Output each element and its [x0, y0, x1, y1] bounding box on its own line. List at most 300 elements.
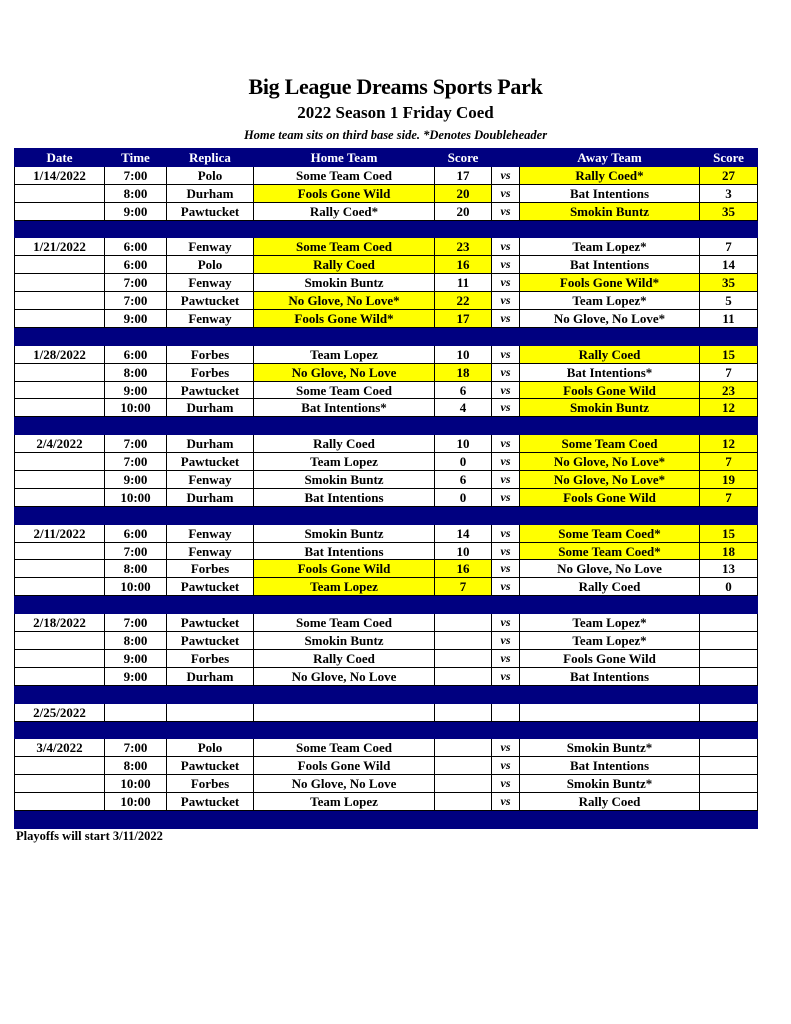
game-date [15, 310, 105, 328]
away-score: 12 [700, 399, 758, 417]
game-time: 10:00 [105, 578, 167, 596]
vs-label: vs [492, 166, 520, 184]
game-date [15, 184, 105, 202]
game-date [15, 775, 105, 793]
separator-cell [167, 596, 254, 614]
header-home-score: Score [435, 149, 492, 167]
home-score: 23 [435, 238, 492, 256]
away-team: Team Lopez* [520, 614, 700, 632]
vs-label: vs [492, 274, 520, 292]
vs-label: vs [492, 578, 520, 596]
away-score: 12 [700, 435, 758, 453]
game-row [15, 578, 758, 596]
separator-cell [105, 810, 167, 828]
game-time: 6:00 [105, 345, 167, 363]
vs-label: vs [492, 757, 520, 775]
game-replica-field: Pawtucket [167, 381, 254, 399]
separator-cell [700, 417, 758, 435]
header-vs [492, 149, 520, 167]
separator-cell [254, 220, 435, 238]
game-row [15, 453, 758, 471]
game-row [15, 399, 758, 417]
separator-cell [700, 596, 758, 614]
game-date [15, 381, 105, 399]
game-date [15, 453, 105, 471]
home-score: 22 [435, 292, 492, 310]
away-team: Team Lopez* [520, 632, 700, 650]
away-team: Rally Coed [520, 345, 700, 363]
separator-cell [492, 506, 520, 524]
game-replica-field: Pawtucket [167, 793, 254, 811]
game-time: 8:00 [105, 757, 167, 775]
separator-cell [492, 327, 520, 345]
game-date [15, 256, 105, 274]
separator-row [15, 417, 758, 435]
away-score [700, 757, 758, 775]
game-date: 1/14/2022 [15, 166, 105, 184]
home-team: Some Team Coed [254, 739, 435, 757]
home-team: Some Team Coed [254, 166, 435, 184]
game-time: 9:00 [105, 381, 167, 399]
game-date [15, 649, 105, 667]
home-team: Bat Intentions* [254, 399, 435, 417]
vs-label: vs [492, 632, 520, 650]
home-score [435, 757, 492, 775]
separator-row [15, 721, 758, 739]
separator-cell [520, 685, 700, 703]
home-score: 10 [435, 542, 492, 560]
away-team: Bat Intentions [520, 256, 700, 274]
separator-row [15, 220, 758, 238]
home-score: 6 [435, 471, 492, 489]
separator-cell [15, 506, 105, 524]
game-time: 10:00 [105, 793, 167, 811]
game-row [15, 739, 758, 757]
home-team: No Glove, No Love* [254, 292, 435, 310]
game-replica-field: Durham [167, 399, 254, 417]
vs-label: vs [492, 256, 520, 274]
home-team: Smokin Buntz [254, 471, 435, 489]
vs-label: vs [492, 775, 520, 793]
separator-cell [700, 810, 758, 828]
separator-cell [15, 220, 105, 238]
home-team: Fools Gone Wild [254, 184, 435, 202]
separator-cell [254, 417, 435, 435]
vs-label: vs [492, 363, 520, 381]
separator-cell [167, 220, 254, 238]
home-team: Rally Coed [254, 649, 435, 667]
away-score: 7 [700, 488, 758, 506]
game-row [15, 363, 758, 381]
away-team: Fools Gone Wild* [520, 274, 700, 292]
separator-cell [520, 220, 700, 238]
home-team: Smokin Buntz [254, 274, 435, 292]
game-row [15, 649, 758, 667]
away-team: Bat Intentions [520, 184, 700, 202]
away-score [700, 793, 758, 811]
separator-cell [492, 596, 520, 614]
game-date [15, 793, 105, 811]
game-date [15, 274, 105, 292]
game-date [15, 488, 105, 506]
separator-cell [254, 685, 435, 703]
game-date [15, 757, 105, 775]
away-score: 11 [700, 310, 758, 328]
game-date [15, 560, 105, 578]
home-team: Some Team Coed [254, 381, 435, 399]
away-team: Rally Coed* [520, 166, 700, 184]
game-replica-field: Fenway [167, 471, 254, 489]
game-time: 7:00 [105, 435, 167, 453]
game-time: 9:00 [105, 471, 167, 489]
game-time: 10:00 [105, 775, 167, 793]
game-date [15, 667, 105, 685]
home-team: Smokin Buntz [254, 632, 435, 650]
game-replica-field: Pawtucket [167, 757, 254, 775]
header-time: Time [105, 149, 167, 167]
home-score: 16 [435, 560, 492, 578]
away-team: Bat Intentions [520, 757, 700, 775]
vs-label [492, 703, 520, 721]
separator-cell [435, 506, 492, 524]
game-date: 2/4/2022 [15, 435, 105, 453]
home-score: 14 [435, 524, 492, 542]
away-team: Bat Intentions* [520, 363, 700, 381]
game-time: 7:00 [105, 274, 167, 292]
home-team: Fools Gone Wild [254, 560, 435, 578]
separator-cell [15, 417, 105, 435]
separator-cell [520, 506, 700, 524]
away-team: Rally Coed [520, 578, 700, 596]
separator-cell [700, 721, 758, 739]
game-replica-field: Durham [167, 184, 254, 202]
game-row [15, 793, 758, 811]
game-row [15, 775, 758, 793]
game-replica-field: Pawtucket [167, 202, 254, 220]
home-score: 4 [435, 399, 492, 417]
vs-label: vs [492, 453, 520, 471]
game-row [15, 488, 758, 506]
vs-label: vs [492, 202, 520, 220]
away-score [700, 649, 758, 667]
separator-cell [105, 685, 167, 703]
home-team: Bat Intentions [254, 488, 435, 506]
home-team: Some Team Coed [254, 614, 435, 632]
table-header-row [15, 149, 758, 167]
game-date [15, 202, 105, 220]
separator-cell [254, 327, 435, 345]
game-replica-field: Forbes [167, 363, 254, 381]
away-team: Fools Gone Wild [520, 488, 700, 506]
schedule-table [14, 148, 758, 829]
game-date [15, 578, 105, 596]
away-score: 27 [700, 166, 758, 184]
game-time: 10:00 [105, 399, 167, 417]
away-team: Smokin Buntz [520, 202, 700, 220]
home-score [435, 667, 492, 685]
separator-cell [700, 685, 758, 703]
separator-cell [254, 721, 435, 739]
game-time: 8:00 [105, 184, 167, 202]
home-team: Rally Coed [254, 256, 435, 274]
home-score: 18 [435, 363, 492, 381]
separator-row [15, 327, 758, 345]
header-date: Date [15, 149, 105, 167]
separator-cell [520, 596, 700, 614]
separator-row [15, 506, 758, 524]
separator-cell [167, 327, 254, 345]
separator-cell [700, 327, 758, 345]
game-time: 7:00 [105, 292, 167, 310]
away-score: 13 [700, 560, 758, 578]
header-away-score: Score [700, 149, 758, 167]
game-replica-field: Forbes [167, 649, 254, 667]
away-score: 23 [700, 381, 758, 399]
away-team: No Glove, No Love* [520, 471, 700, 489]
home-score [435, 632, 492, 650]
home-team: Team Lopez [254, 345, 435, 363]
game-date [15, 471, 105, 489]
home-score [435, 739, 492, 757]
header-home-team: Home Team [254, 149, 435, 167]
away-score: 15 [700, 345, 758, 363]
away-score [700, 775, 758, 793]
away-team: Fools Gone Wild [520, 381, 700, 399]
away-score [700, 703, 758, 721]
separator-cell [167, 685, 254, 703]
separator-cell [105, 506, 167, 524]
separator-cell [700, 506, 758, 524]
vs-label: vs [492, 238, 520, 256]
away-score: 19 [700, 471, 758, 489]
game-date: 2/25/2022 [15, 703, 105, 721]
game-replica-field [167, 703, 254, 721]
game-date: 1/21/2022 [15, 238, 105, 256]
game-replica-field: Fenway [167, 524, 254, 542]
game-date [15, 363, 105, 381]
away-team: Some Team Coed* [520, 542, 700, 560]
separator-cell [105, 596, 167, 614]
separator-cell [520, 721, 700, 739]
game-row [15, 632, 758, 650]
game-time: 10:00 [105, 488, 167, 506]
separator-cell [167, 810, 254, 828]
home-team: Team Lopez [254, 453, 435, 471]
game-row [15, 560, 758, 578]
game-time: 6:00 [105, 524, 167, 542]
home-team: Some Team Coed [254, 238, 435, 256]
home-score: 0 [435, 488, 492, 506]
separator-cell [167, 721, 254, 739]
vs-label: vs [492, 345, 520, 363]
away-team: Team Lopez* [520, 238, 700, 256]
separator-row [15, 685, 758, 703]
game-date [15, 292, 105, 310]
game-row [15, 703, 758, 721]
game-replica-field: Pawtucket [167, 578, 254, 596]
away-score: 7 [700, 238, 758, 256]
away-team: Fools Gone Wild [520, 649, 700, 667]
game-time: 6:00 [105, 238, 167, 256]
away-team: Smokin Buntz* [520, 775, 700, 793]
game-date [15, 399, 105, 417]
home-score: 17 [435, 166, 492, 184]
home-team: No Glove, No Love [254, 363, 435, 381]
game-row [15, 435, 758, 453]
vs-label: vs [492, 560, 520, 578]
game-row [15, 542, 758, 560]
game-row [15, 471, 758, 489]
game-row [15, 274, 758, 292]
away-score: 14 [700, 256, 758, 274]
separator-cell [254, 596, 435, 614]
game-row [15, 238, 758, 256]
home-team [254, 703, 435, 721]
game-time: 6:00 [105, 256, 167, 274]
home-team: Fools Gone Wild* [254, 310, 435, 328]
vs-label: vs [492, 292, 520, 310]
vs-label: vs [492, 381, 520, 399]
away-score: 15 [700, 524, 758, 542]
game-replica-field: Fenway [167, 274, 254, 292]
game-time: 7:00 [105, 453, 167, 471]
home-team: Team Lopez [254, 578, 435, 596]
separator-row [15, 810, 758, 828]
home-team: No Glove, No Love [254, 775, 435, 793]
game-date: 1/28/2022 [15, 345, 105, 363]
game-row [15, 524, 758, 542]
playoffs-note: Playoffs will start 3/11/2022 [16, 829, 163, 843]
away-team: No Glove, No Love* [520, 453, 700, 471]
away-team: Bat Intentions [520, 667, 700, 685]
vs-label: vs [492, 649, 520, 667]
away-score [700, 614, 758, 632]
away-team: Smokin Buntz [520, 399, 700, 417]
game-row [15, 310, 758, 328]
game-row [15, 202, 758, 220]
vs-label: vs [492, 739, 520, 757]
game-time: 9:00 [105, 667, 167, 685]
away-score: 3 [700, 184, 758, 202]
game-replica-field: Forbes [167, 775, 254, 793]
home-score: 11 [435, 274, 492, 292]
game-replica-field: Fenway [167, 310, 254, 328]
vs-label: vs [492, 793, 520, 811]
game-time: 8:00 [105, 632, 167, 650]
vs-label: vs [492, 310, 520, 328]
home-team: Rally Coed* [254, 202, 435, 220]
game-row [15, 292, 758, 310]
game-time: 9:00 [105, 649, 167, 667]
game-row [15, 757, 758, 775]
home-score [435, 649, 492, 667]
game-time: 7:00 [105, 739, 167, 757]
vs-label: vs [492, 471, 520, 489]
separator-cell [254, 506, 435, 524]
game-time: 8:00 [105, 363, 167, 381]
separator-cell [700, 220, 758, 238]
schedule-body [15, 166, 758, 828]
vs-label: vs [492, 488, 520, 506]
game-replica-field: Polo [167, 739, 254, 757]
home-score [435, 703, 492, 721]
separator-cell [435, 220, 492, 238]
game-replica-field: Durham [167, 667, 254, 685]
home-score: 20 [435, 202, 492, 220]
separator-cell [15, 810, 105, 828]
game-replica-field: Pawtucket [167, 453, 254, 471]
away-team: Rally Coed [520, 793, 700, 811]
home-score: 10 [435, 345, 492, 363]
vs-label: vs [492, 614, 520, 632]
separator-cell [492, 810, 520, 828]
game-replica-field: Polo [167, 256, 254, 274]
home-team: Smokin Buntz [254, 524, 435, 542]
separator-cell [435, 810, 492, 828]
game-date [15, 542, 105, 560]
game-date: 2/11/2022 [15, 524, 105, 542]
separator-cell [435, 596, 492, 614]
vs-label: vs [492, 667, 520, 685]
separator-cell [520, 810, 700, 828]
game-time: 7:00 [105, 166, 167, 184]
separator-cell [15, 685, 105, 703]
game-row [15, 614, 758, 632]
separator-row [15, 596, 758, 614]
game-time [105, 703, 167, 721]
game-date [15, 632, 105, 650]
separator-cell [15, 596, 105, 614]
home-score: 6 [435, 381, 492, 399]
home-score [435, 775, 492, 793]
home-score: 7 [435, 578, 492, 596]
game-replica-field: Forbes [167, 345, 254, 363]
game-row [15, 667, 758, 685]
home-team: Rally Coed [254, 435, 435, 453]
game-replica-field: Pawtucket [167, 632, 254, 650]
game-row [15, 345, 758, 363]
away-score: 7 [700, 363, 758, 381]
vs-label: vs [492, 399, 520, 417]
away-score [700, 667, 758, 685]
home-team: No Glove, No Love [254, 667, 435, 685]
game-date: 2/18/2022 [15, 614, 105, 632]
home-score: 16 [435, 256, 492, 274]
vs-label: vs [492, 542, 520, 560]
separator-cell [492, 417, 520, 435]
game-replica-field: Fenway [167, 542, 254, 560]
home-team: Team Lopez [254, 793, 435, 811]
separator-cell [15, 327, 105, 345]
game-row [15, 381, 758, 399]
page-title: Big League Dreams Sports Park [248, 74, 543, 99]
header-away-team: Away Team [520, 149, 700, 167]
away-score [700, 739, 758, 757]
separator-cell [435, 721, 492, 739]
home-score: 10 [435, 435, 492, 453]
game-replica-field: Forbes [167, 560, 254, 578]
away-score: 0 [700, 578, 758, 596]
separator-cell [105, 220, 167, 238]
separator-cell [105, 327, 167, 345]
separator-cell [15, 721, 105, 739]
game-time: 9:00 [105, 202, 167, 220]
game-replica-field: Pawtucket [167, 292, 254, 310]
away-score: 35 [700, 274, 758, 292]
game-row [15, 184, 758, 202]
away-score: 7 [700, 453, 758, 471]
game-date: 3/4/2022 [15, 739, 105, 757]
